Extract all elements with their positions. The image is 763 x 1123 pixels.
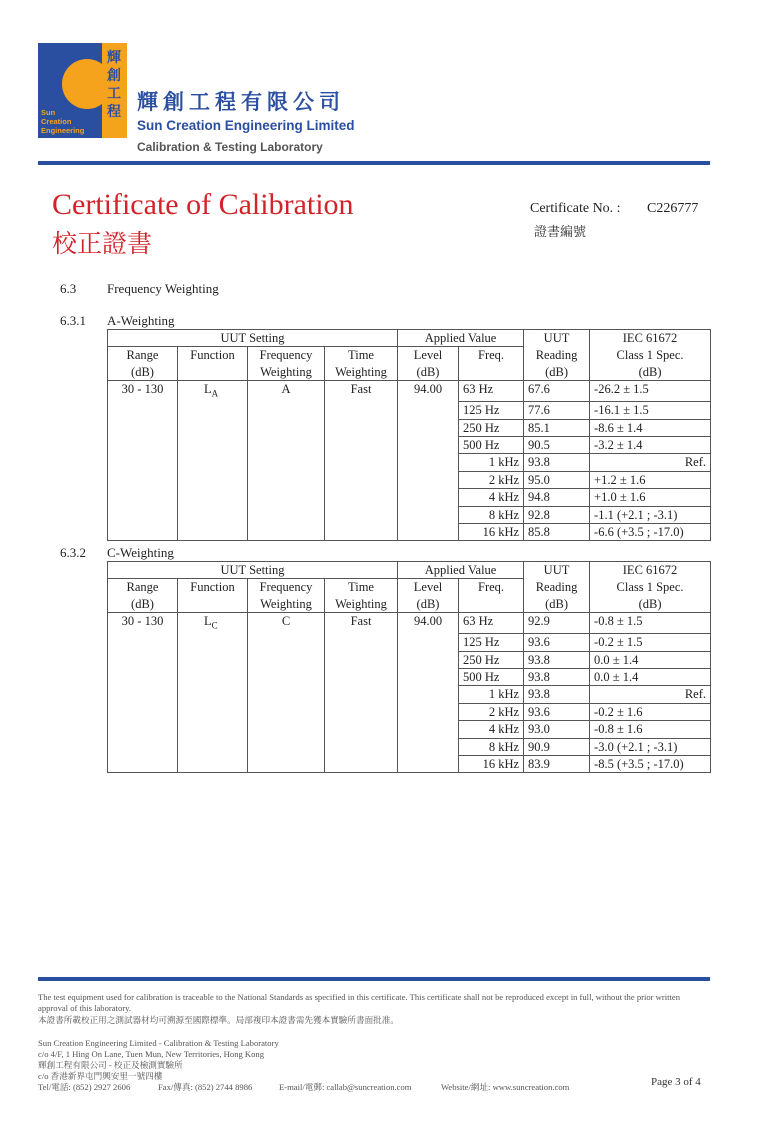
subsection-title: A-Weighting (107, 313, 175, 328)
reading-value: 93.6 (524, 634, 590, 651)
cert-number-label-cn: 證書編號 (534, 225, 587, 240)
spec-value: -8.6 ± 1.4 (590, 419, 711, 436)
reading-value: 92.8 (524, 506, 590, 523)
empty-cell (325, 651, 398, 668)
function-header: Function (178, 347, 248, 364)
empty-cell (325, 471, 398, 488)
empty-cell (108, 703, 178, 720)
table-row (108, 686, 711, 703)
table-row (108, 613, 711, 634)
time-weighting-header: Time (325, 579, 398, 596)
time-weighting-value: Fast (325, 613, 398, 634)
spec-header: Class 1 Spec. (590, 347, 711, 364)
tel: Tel/電話: (852) 2927 2606 (38, 1082, 131, 1092)
table-row (108, 381, 711, 402)
empty-cell (178, 668, 248, 685)
page-title-cn: 校正證書 (52, 229, 153, 258)
function-value: $L_C$ (178, 613, 248, 634)
uut-header: UUT (524, 330, 590, 347)
freq-value: 250 Hz (459, 651, 524, 668)
header-divider (38, 161, 710, 165)
table-row (108, 454, 711, 471)
empty-cell (178, 419, 248, 436)
a-weighting-table (107, 329, 711, 541)
table-row (108, 419, 711, 436)
iec-header: IEC 61672 (590, 562, 711, 579)
uut-setting-header: UUT Setting (108, 562, 398, 579)
reading-value: 94.8 (524, 489, 590, 506)
range-unit: (dB) (108, 596, 178, 613)
address-line-cn: 輝創工程有限公司 - 校正及檢測實驗所 (38, 1060, 183, 1070)
empty-cell (325, 668, 398, 685)
empty-cell (325, 523, 398, 540)
empty-cell (178, 755, 248, 772)
empty-cell (325, 489, 398, 506)
empty-cell (108, 471, 178, 488)
function-unit (178, 364, 248, 381)
spec-header: Class 1 Spec. (590, 579, 711, 596)
website-link[interactable]: Website/網址: www.suncreation.com (441, 1082, 570, 1092)
freq-unit (459, 596, 524, 613)
empty-cell (398, 506, 459, 523)
empty-cell (248, 454, 325, 471)
empty-cell (248, 755, 325, 772)
subsection-number: 6.3.2 (60, 545, 86, 560)
function-value: $L_A$ (178, 381, 248, 402)
level-value: 94.00 (398, 381, 459, 402)
freq-weighting-value: A (248, 381, 325, 402)
empty-cell (398, 703, 459, 720)
empty-cell (108, 454, 178, 471)
freq-value: 250 Hz (459, 419, 524, 436)
cert-number-label: Certificate No. : (530, 201, 621, 216)
function-header: Function (178, 579, 248, 596)
iec-header: IEC 61672 (590, 330, 711, 347)
freq-value: 4 kHz (459, 721, 524, 738)
spec-value: -26.2 ± 1.5 (590, 381, 711, 402)
empty-cell (248, 436, 325, 453)
footer-divider (38, 977, 710, 981)
lab-name: Calibration & Testing Laboratory (137, 140, 323, 154)
empty-cell (248, 668, 325, 685)
reading-value: 90.5 (524, 436, 590, 453)
freq-weighting-header: Frequency (248, 347, 325, 364)
empty-cell (108, 634, 178, 651)
empty-cell (108, 506, 178, 523)
reading-value: 90.9 (524, 738, 590, 755)
empty-cell (108, 721, 178, 738)
freq-weighting-value: C (248, 613, 325, 634)
spec-value: -1.1 (+2.1 ; -3.1) (590, 506, 711, 523)
table-row (108, 523, 711, 540)
empty-cell (248, 471, 325, 488)
table-row (108, 402, 711, 419)
uut-header: UUT (524, 562, 590, 579)
freq-header: Freq. (459, 347, 524, 364)
empty-cell (325, 402, 398, 419)
address-line: Sun Creation Engineering Limited - Calibration & Testing Laboratory (38, 1038, 279, 1048)
applied-value-header: Applied Value (398, 562, 524, 579)
empty-cell (178, 402, 248, 419)
empty-cell (398, 523, 459, 540)
reading-unit: (dB) (524, 364, 590, 381)
logo-en-text: Sun Creation Engineering (41, 108, 85, 135)
table-row (108, 489, 711, 506)
empty-cell (248, 738, 325, 755)
spec-unit: (dB) (590, 596, 711, 613)
reading-value: 85.1 (524, 419, 590, 436)
empty-cell (108, 738, 178, 755)
empty-cell (178, 738, 248, 755)
empty-cell (398, 471, 459, 488)
freq-header: Freq. (459, 579, 524, 596)
empty-cell (248, 686, 325, 703)
time-weighting-unit: Weighting (325, 364, 398, 381)
spec-value: 0.0 ± 1.4 (590, 651, 711, 668)
empty-cell (325, 755, 398, 772)
empty-cell (178, 436, 248, 453)
spec-value: +1.2 ± 1.6 (590, 471, 711, 488)
freq-value: 63 Hz (459, 381, 524, 402)
empty-cell (248, 634, 325, 651)
level-header: Level (398, 347, 459, 364)
table-row (108, 668, 711, 685)
time-weighting-header: Time (325, 347, 398, 364)
table-row (108, 436, 711, 453)
freq-value: 1 kHz (459, 454, 524, 471)
freq-value: 125 Hz (459, 634, 524, 651)
spec-value: -0.2 ± 1.6 (590, 703, 711, 720)
level-header: Level (398, 579, 459, 596)
empty-cell (398, 755, 459, 772)
empty-cell (248, 721, 325, 738)
empty-cell (325, 703, 398, 720)
empty-cell (108, 489, 178, 506)
spec-value: -3.2 ± 1.4 (590, 436, 711, 453)
table-row (108, 651, 711, 668)
range-header: Range (108, 579, 178, 596)
empty-cell (108, 651, 178, 668)
empty-cell (248, 523, 325, 540)
freq-weighting-unit: Weighting (248, 364, 325, 381)
empty-cell (178, 634, 248, 651)
freq-value: 500 Hz (459, 668, 524, 685)
fax: Fax/傳真: (852) 2744 8986 (158, 1082, 253, 1092)
spec-value: -6.6 (+3.5 ; -17.0) (590, 523, 711, 540)
uut-setting-header: UUT Setting (108, 330, 398, 347)
empty-cell (108, 755, 178, 772)
table-row (108, 634, 711, 651)
spec-value: 0.0 ± 1.4 (590, 668, 711, 685)
empty-cell (178, 523, 248, 540)
company-name-cn: 輝創工程有限公司 (137, 90, 345, 114)
freq-weighting-unit: Weighting (248, 596, 325, 613)
empty-cell (248, 402, 325, 419)
reading-value: 93.8 (524, 651, 590, 668)
range-value: 30 - 130 (108, 613, 178, 634)
empty-cell (108, 686, 178, 703)
empty-cell (398, 489, 459, 506)
freq-value: 8 kHz (459, 506, 524, 523)
email-link[interactable]: E-mail/電郵: callab@suncreation.com (279, 1082, 412, 1092)
spec-value: -0.8 ± 1.5 (590, 613, 711, 634)
reading-value: 83.9 (524, 755, 590, 772)
freq-unit (459, 364, 524, 381)
empty-cell (398, 686, 459, 703)
empty-cell (178, 489, 248, 506)
freq-value: 500 Hz (459, 436, 524, 453)
empty-cell (248, 651, 325, 668)
subsection-number: 6.3.1 (60, 313, 86, 328)
empty-cell (248, 419, 325, 436)
empty-cell (178, 454, 248, 471)
empty-cell (325, 738, 398, 755)
empty-cell (398, 402, 459, 419)
level-value: 94.00 (398, 613, 459, 634)
function-unit (178, 596, 248, 613)
freq-value: 16 kHz (459, 523, 524, 540)
empty-cell (398, 738, 459, 755)
page-number: Page 3 of 4 (651, 1076, 701, 1088)
empty-cell (398, 419, 459, 436)
empty-cell (398, 634, 459, 651)
empty-cell (325, 419, 398, 436)
empty-cell (325, 436, 398, 453)
empty-cell (398, 721, 459, 738)
cert-number: C226777 (647, 201, 699, 216)
empty-cell (178, 651, 248, 668)
spec-value: -0.2 ± 1.5 (590, 634, 711, 651)
empty-cell (325, 721, 398, 738)
table-row (108, 721, 711, 738)
freq-value: 2 kHz (459, 703, 524, 720)
freq-value: 4 kHz (459, 489, 524, 506)
empty-cell (398, 454, 459, 471)
reading-value: 92.9 (524, 613, 590, 634)
address-line-cn: c/o 香港新界屯門興安里一號四樓 (38, 1071, 163, 1081)
freq-value: 2 kHz (459, 471, 524, 488)
empty-cell (248, 489, 325, 506)
spec-unit: (dB) (590, 364, 711, 381)
reading-unit: (dB) (524, 596, 590, 613)
freq-value: 1 kHz (459, 686, 524, 703)
applied-value-header: Applied Value (398, 330, 524, 347)
spec-value: -3.0 (+2.1 ; -3.1) (590, 738, 711, 755)
reading-header: Reading (524, 347, 590, 364)
empty-cell (178, 471, 248, 488)
table-row (108, 755, 711, 772)
spec-value: Ref. (590, 454, 711, 471)
empty-cell (325, 634, 398, 651)
reading-value: 77.6 (524, 402, 590, 419)
spec-value: -0.8 ± 1.6 (590, 721, 711, 738)
level-unit: (dB) (398, 596, 459, 613)
table-row (108, 506, 711, 523)
empty-cell (398, 651, 459, 668)
spec-value: -16.1 ± 1.5 (590, 402, 711, 419)
reading-value: 85.8 (524, 523, 590, 540)
c-weighting-table (107, 561, 711, 773)
empty-cell (178, 721, 248, 738)
level-unit: (dB) (398, 364, 459, 381)
reading-value: 95.0 (524, 471, 590, 488)
reading-value: 67.6 (524, 381, 590, 402)
address-line: c/o 4/F, 1 Hing On Lane, Tuen Mun, New Territories, Hong Kong (38, 1049, 265, 1059)
traceability-note: The test equipment used for calibration is traceable to the National Standards as specified in this certificate. This certificate shall not be reproduced except in full, without the prior written approval of this laboratory. (38, 992, 681, 1013)
time-weighting-value: Fast (325, 381, 398, 402)
spec-value: +1.0 ± 1.6 (590, 489, 711, 506)
freq-weighting-header: Frequency (248, 579, 325, 596)
freq-value: 16 kHz (459, 755, 524, 772)
freq-value: 125 Hz (459, 402, 524, 419)
empty-cell (248, 703, 325, 720)
reading-header: Reading (524, 579, 590, 596)
empty-cell (108, 668, 178, 685)
freq-value: 8 kHz (459, 738, 524, 755)
company-name-en: Sun Creation Engineering Limited (137, 118, 355, 133)
empty-cell (108, 523, 178, 540)
empty-cell (178, 686, 248, 703)
empty-cell (248, 506, 325, 523)
range-unit: (dB) (108, 364, 178, 381)
logo-cn-vertical: 輝創工程 (107, 50, 121, 120)
traceability-note-cn: 本證書所載校正用之測試器材均可溯源至國際標準。局部複印本證書需先獲本實驗所書面批准。 (38, 1015, 399, 1025)
reading-value: 93.0 (524, 721, 590, 738)
reading-value: 93.8 (524, 454, 590, 471)
reading-value: 93.8 (524, 668, 590, 685)
table-row (108, 703, 711, 720)
empty-cell (398, 668, 459, 685)
table-row (108, 738, 711, 755)
empty-cell (108, 402, 178, 419)
range-value: 30 - 130 (108, 381, 178, 402)
range-header: Range (108, 347, 178, 364)
empty-cell (178, 703, 248, 720)
empty-cell (325, 506, 398, 523)
empty-cell (108, 436, 178, 453)
empty-cell (108, 419, 178, 436)
section-number: 6.3 (60, 281, 77, 296)
reading-value: 93.6 (524, 703, 590, 720)
empty-cell (398, 436, 459, 453)
empty-cell (325, 686, 398, 703)
page-title: Certificate of Calibration (52, 188, 354, 221)
table-row (108, 471, 711, 488)
spec-value: Ref. (590, 686, 711, 703)
freq-value: 63 Hz (459, 613, 524, 634)
company-logo (38, 43, 127, 138)
subsection-title: C-Weighting (107, 545, 174, 560)
empty-cell (178, 506, 248, 523)
reading-value: 93.8 (524, 686, 590, 703)
section-title: Frequency Weighting (107, 281, 219, 296)
spec-value: -8.5 (+3.5 ; -17.0) (590, 755, 711, 772)
empty-cell (325, 454, 398, 471)
time-weighting-unit: Weighting (325, 596, 398, 613)
